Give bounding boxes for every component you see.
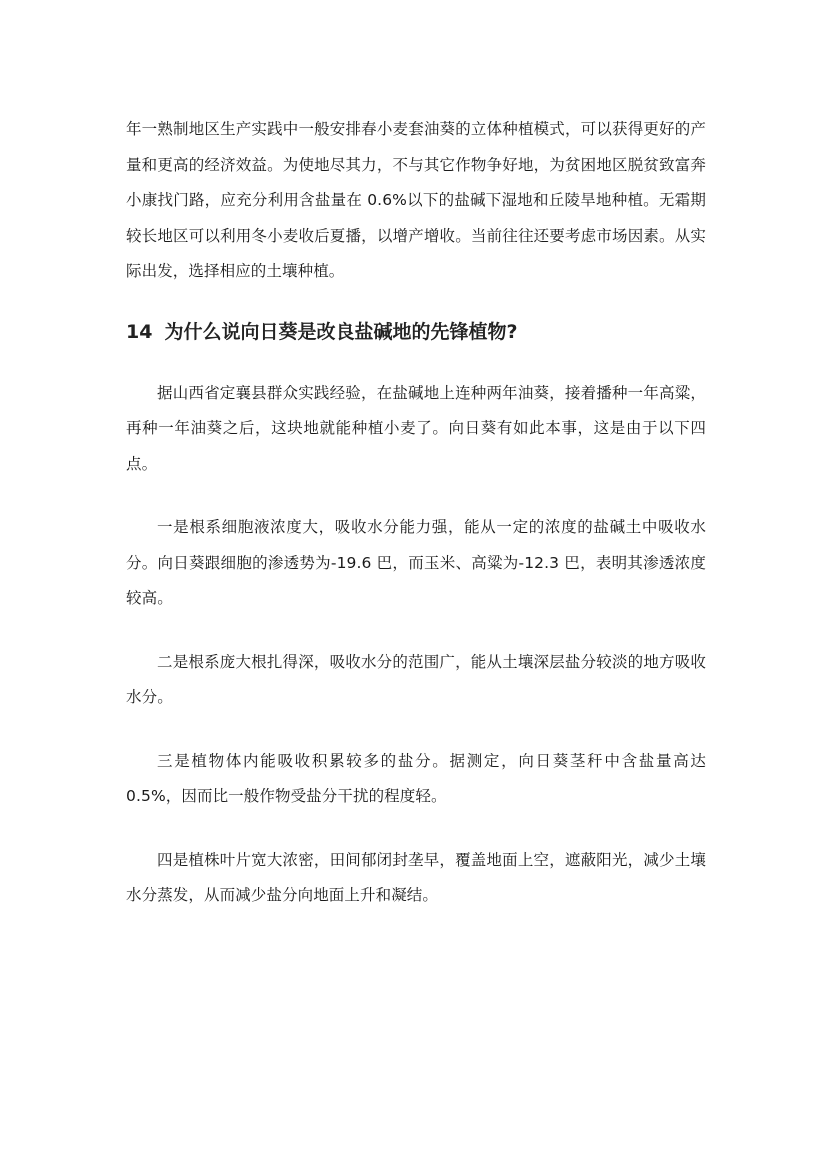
paragraph-point-two: 二是根系庞大根扎得深，吸收水分的范围广，能从土壤深层盐分较淡的地方吸收水分。 [126, 652, 706, 706]
paragraph-point-one: 一是根系细胞液浓度大，吸收水分能力强，能从一定的浓度的盐碱土中吸收水分。向日葵跟细胞的渗透势为-19.6 巴，而玉米、高粱为-12.3 巴，表明其渗透浓度较高。 [126, 518, 706, 607]
spacer [126, 482, 706, 510]
section-heading [126, 318, 706, 346]
spacer [126, 346, 706, 376]
section-number: 14 [126, 320, 153, 343]
paragraph-point-four: 四是植株叶片宽大浓密，田间郁闭封垄早，覆盖地面上空，遮蔽阳光，减少土壤水分蒸发，从而减少盐分向地面上升和凝结。 [126, 850, 706, 904]
document-body [126, 112, 706, 914]
intro-paragraph: 年一熟制地区生产实践中一般安排春小麦套油葵的立体种植模式，可以获得更好的产量和更高的经济效益。为使地尽其力，不与其它作物争好地，为贫困地区脱贫致富奔小康找门路，应充分利用含盐量在 0.6%以下的盐碱下湿地和丘陵旱地种植。无霜期较长地区可以利用冬小麦收后夏播，以增产增收。当前往往还要考虑市场因素。从实际出发，选择相应的土壤种植。 [126, 120, 706, 280]
spacer [126, 815, 706, 843]
paragraph-experience: 据山西省定襄县群众实践经验，在盐碱地上连种两年油葵，接着播种一年高粱，再种一年油葵之后，这块地就能种植小麦了。向日葵有如此本事，这是由于以下四点。 [126, 383, 706, 473]
paragraph-point-three: 三是植物体内能吸收积累较多的盐分。据测定，向日葵茎秆中含盐量高达 0.5%，因而比一般作物受盐分干扰的程度轻。 [126, 751, 706, 805]
spacer [126, 716, 706, 744]
spacer [126, 617, 706, 645]
section-title: 为什么说向日葵是改良盐碱地的先锋植物? [164, 320, 518, 343]
spacer [126, 290, 706, 318]
